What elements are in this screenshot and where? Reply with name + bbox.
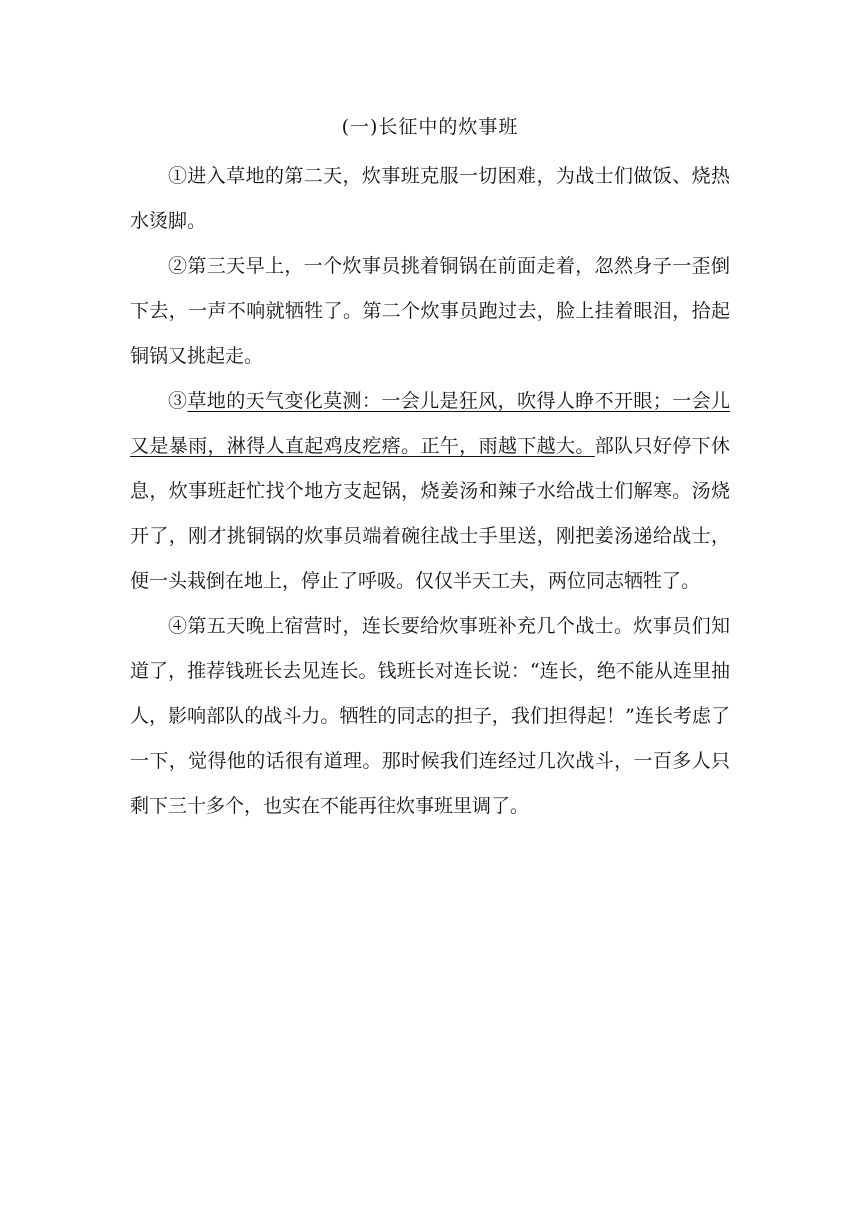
underlined-sentence: 草地的天气变化莫测：一会儿是狂风，吹得人睁不开眼；一会儿又是暴雨，淋得人直起鸡皮疙瘩。正午，雨越下越大。 bbox=[130, 390, 730, 457]
paragraph-3-marker: ③ bbox=[168, 390, 188, 412]
passage-body bbox=[130, 154, 730, 829]
paragraph-4: ④第五天晚上宿营时，连长要给炊事班补充几个战士。炊事员们知道了，推荐钱班长去见连长。钱班长对连长说：“连长，绝不能从连里抽人，影响部队的战斗力。牺牲的同志的担子，我们担得起！”连长考虑了一下，觉得他的话很有道理。那时候我们连经过几次战斗，一百多人只剩下三十多个，也实在不能再往炊事班里调了。 bbox=[130, 615, 730, 817]
paragraph-3-rest: 部队只好停下休息，炊事班赶忙找个地方支起锅，烧姜汤和辣子水给战士们解寒。汤烧开了，刚才挑铜锅的炊事员端着碗往战士手里送，刚把姜汤递给战士，便一头栽倒在地上，停止了呼吸。仅仅半天工夫，两位同志牺牲了。 bbox=[130, 435, 730, 592]
passage-title: (一)长征中的炊事班 bbox=[341, 116, 519, 138]
paragraph-3 bbox=[130, 379, 730, 604]
paragraph-2: ②第三天早上，一个炊事员挑着铜锅在前面走着，忽然身子一歪倒下去，一声不响就牺牲了。第二个炊事员跑过去，脸上挂着眼泪，拾起铜锅又挑起走。 bbox=[130, 255, 730, 367]
paragraph-1: ①进入草地的第二天，炊事班克服一切困难，为战士们做饭、烧热水烫脚。 bbox=[130, 165, 730, 232]
